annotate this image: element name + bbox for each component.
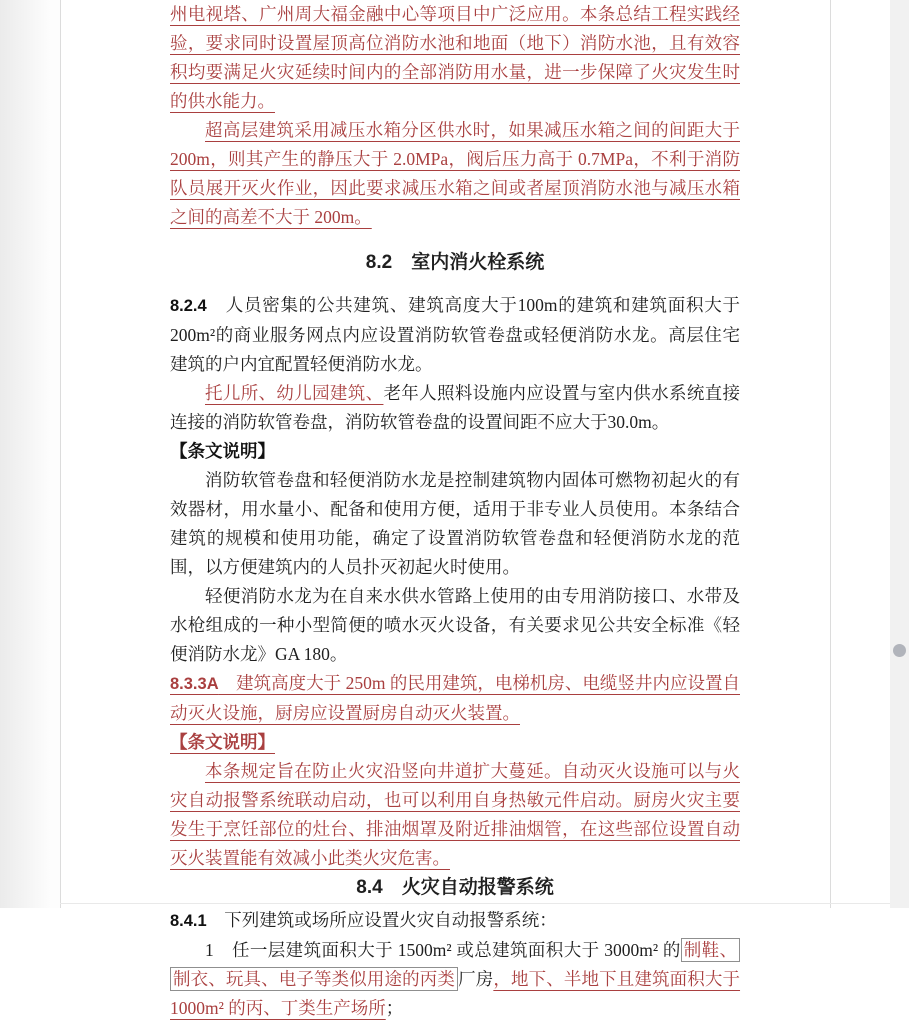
- scrollbar-track[interactable]: [890, 0, 909, 908]
- document-page: [60, 0, 831, 1018]
- text-segment-black: 8.4 火灾自动报警系统: [356, 877, 554, 898]
- clause-8-3-3a: [170, 669, 740, 728]
- text-segment-black: 厂房: [458, 969, 494, 989]
- paragraph-hose-reel-explanation: [170, 466, 740, 582]
- text-segment-red-u: ，地下、半地下且建筑面积大于 1000m² 的丙、丁类生产场所: [170, 969, 741, 1018]
- text-segment-red-u: 超高层建筑采用减压水箱分区供水时，如果减压水箱之间的间距大于 200m，则其产生的静压大于 2.0MPa，阀后压力高于 0.7MPa，不利于消防队员展开灭火作业，因此要求减压水箱之间或者屋顶消防水池与减压水箱之间的高差不大于 200m。: [170, 120, 740, 227]
- paragraph-pressure-reducing-tank: [170, 116, 740, 232]
- section-heading-8-4: [170, 873, 740, 902]
- text-segment-black: 老年人照料设施内应设置与室内供水系统直接连接的消防软管卷盘，消防软管卷盘的设置间距不应大于30.0m。: [170, 383, 741, 432]
- label-explanation-red: [170, 728, 740, 757]
- clause-8-4-1-item-1: [170, 936, 740, 1023]
- text-segment-black: ；: [385, 998, 404, 1018]
- text-segment-black: 下列建筑或场所应设置火灾自动报警系统：: [206, 910, 557, 930]
- text-segment-num: 8.4.1: [170, 912, 207, 930]
- text-segment-black: 轻便消防水龙为在自来水供水管路上使用的由专用消防接口、水带及水枪组成的一种小型简便的喷水灭火设备，有关要求见公共安全标准《轻便消防水龙》GA 180。: [170, 586, 740, 664]
- viewport-bottom-divider: [60, 903, 890, 904]
- text-segment-num-red: 8.3.3A: [170, 675, 219, 693]
- text-segment-num: 8.2.4: [170, 297, 207, 315]
- text-segment-box-red: 制鞋、制衣、玩具、电子等类似用途的丙类: [170, 938, 740, 991]
- text-segment-black: 1 任一层建筑面积大于 1500m² 或总建筑面积大于 3000m² 的: [205, 940, 681, 960]
- text-segment-black: 8.2 室内消火栓系统: [365, 252, 545, 273]
- text-segment-black: 人员密集的公共建筑、建筑高度大于100m的建筑和建筑面积大于200m²的商业服务网点内应设置消防软管卷盘或轻便消防水龙。高层住宅建筑的户内宜配置轻便消防水龙。: [170, 295, 740, 374]
- text-segment-label: 【条文说明】: [170, 441, 275, 461]
- section-heading-8-2: [170, 248, 740, 277]
- text-segment-red-u: 建筑高度大于 250m 的民用建筑，电梯机房、电缆竖井内应设置自动灭火设施，厨房应设置厨房自动灭火装置。: [170, 673, 740, 723]
- text-segment-red-u: 托儿所、幼儿园建筑、: [205, 383, 384, 403]
- text-segment-black: 消防软管卷盘和轻便消防水龙是控制建筑物内固体可燃物初起火的有效器材，用水量小、配备和使用方便，适用于非专业人员使用。本条结合建筑的规模和使用功能，确定了设置消防软管卷盘和轻便消防水龙的范围，以方便建筑内的人员扑灭初起火时使用。: [170, 470, 740, 577]
- paragraph-shaft-fire-explanation: [170, 757, 740, 873]
- text-segment-label-red: 【条文说明】: [170, 732, 275, 752]
- label-explanation-black: [170, 437, 740, 466]
- text-segment-red-u: 州电视塔、广州周大福金融中心等项目中广泛应用。本条总结工程实践经验，要求同时设置屋顶高位消防水池和地面（地下）消防水池，且有效容积均要满足火灾延续时间内的全部消防用水量，进一步保障了火灾发生时的供水能力。: [170, 4, 740, 111]
- text-segment-red-u: 本条规定旨在防止火灾沿竖向井道扩大蔓延。自动灭火设施可以与火灾自动报警系统联动启动，也可以利用自身热敏元件启动。厨房火灾主要发生于烹饪部位的灶台、排油烟罩及附近排油烟管，在这些部位设置自动灭火装置能有效减小此类火灾危害。: [170, 761, 740, 868]
- paragraph-water-tank-conclusion: [170, 0, 740, 116]
- paragraph-nursery-hose-reel: [170, 379, 740, 437]
- scrollbar-thumb[interactable]: [893, 644, 906, 657]
- clause-8-2-4: [170, 291, 740, 379]
- paragraph-light-fire-hose: [170, 582, 740, 669]
- clause-8-4-1: [170, 906, 740, 936]
- document-content: [61, 0, 830, 1023]
- page-edge-shadow: [0, 0, 60, 908]
